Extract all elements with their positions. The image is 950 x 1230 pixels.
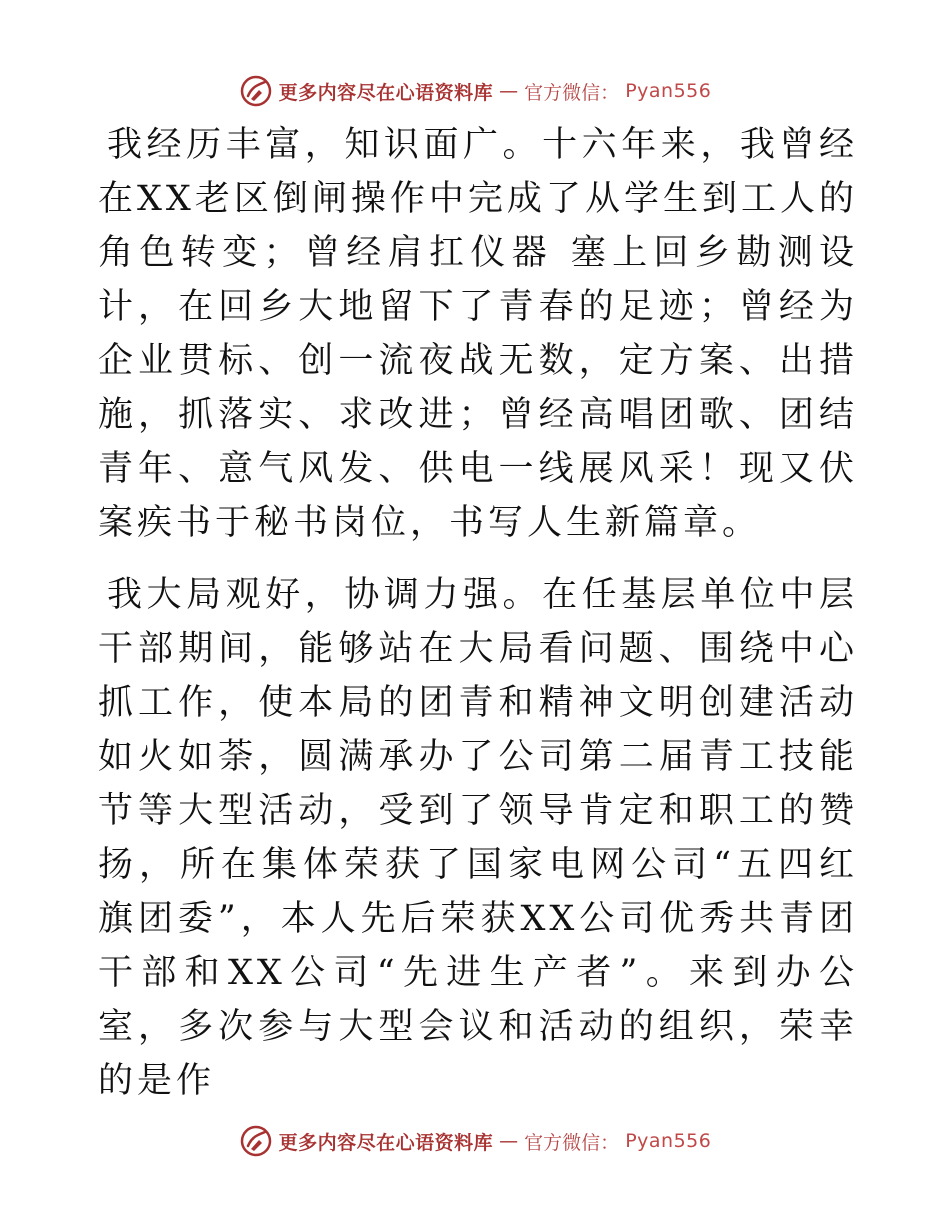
banner-main-text: 更多内容尽在心语资料库 <box>278 81 494 104</box>
banner-wechat-label: 官方微信： <box>524 1131 620 1154</box>
pen-swirl-logo-icon <box>239 1124 273 1158</box>
paragraph-experience: 我经历丰富，知识面广。十六年来，我曾经在XX老区倒闸操作中完成了从学生到工人的角色转变；曾经肩扛仪器 塞上回乡勘测设计，在回乡大地留下了青春的足迹；曾经为企业贯标、创一流夜战无数，定方案、出措施，抓落实、求改进；曾经高唱团歌、团结青年、意气风发、供电一线展风采！现又伏案疾书于秘书岗位，书写人生新篇章。 <box>98 125 858 543</box>
banner-main-text: 更多内容尽在心语资料库 <box>278 1131 494 1154</box>
banner-wechat-id: Pyan556 <box>625 80 712 102</box>
footer-watermark-banner <box>0 1124 950 1158</box>
banner-dash: — <box>499 80 519 102</box>
banner-dash: — <box>499 1130 519 1152</box>
banner-wechat-id: Pyan556 <box>625 1130 712 1152</box>
header-watermark-banner <box>0 74 950 108</box>
paragraph-coordination: 我大局观好，协调力强。在任基层单位中层干部期间，能够站在大局看问题、围绕中心抓工作，使本局的团青和精神文明创建活动如火如荼，圆满承办了公司第二届青工技能节等大型活动，受到了领导肯定和职工的赞扬，所在集体荣获了国家电网公司“五四红旗团委”，本人先后荣获XX公司优秀共青团干部和XX公司“先进生产者”。来到办公室，多次参与大型会议和活动的组织，荣幸的是作 <box>98 575 858 1101</box>
banner-wechat-label: 官方微信： <box>524 81 620 104</box>
pen-swirl-logo-icon <box>239 74 273 108</box>
document-body <box>98 118 858 1108</box>
